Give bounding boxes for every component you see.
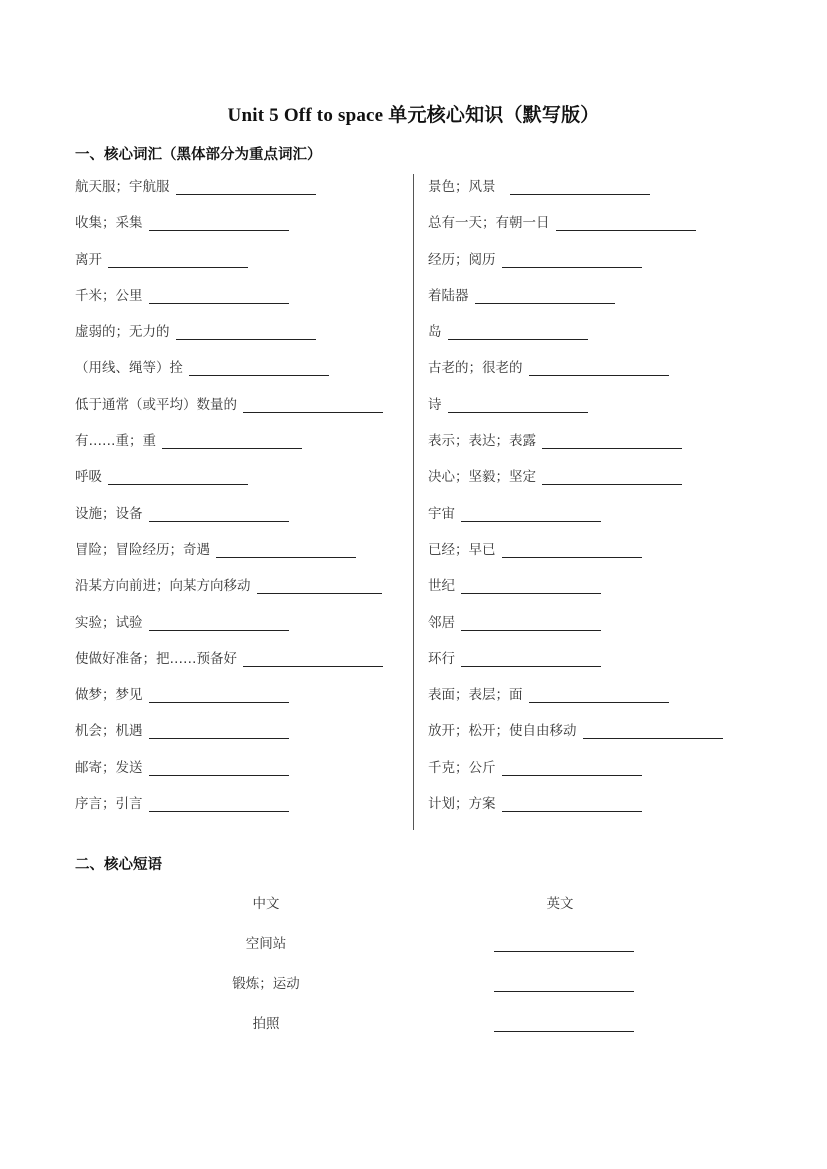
answer-blank[interactable] — [494, 974, 634, 992]
answer-blank[interactable] — [502, 250, 642, 268]
vocab-prompt: 收集；采集 — [75, 215, 143, 232]
vocab-prompt: 环行 — [428, 650, 455, 667]
vocab-item — [428, 467, 723, 503]
vocab-prompt: 低于通常（或平均）数量的 — [75, 396, 237, 413]
vocab-prompt: 离开 — [75, 251, 102, 268]
vocab-prompt: 着陆器 — [428, 287, 469, 304]
vocab-item — [428, 213, 723, 249]
vocab-item — [428, 794, 723, 830]
vocab-prompt: 表示；表达；表露 — [428, 433, 536, 450]
phrase-row — [0, 974, 827, 996]
vocab-prompt: 序言；引言 — [75, 796, 143, 813]
answer-blank[interactable] — [149, 758, 289, 776]
answer-blank[interactable] — [108, 467, 248, 485]
vocab-item — [428, 721, 723, 757]
answer-blank[interactable] — [542, 467, 682, 485]
vocab-prompt: 机会；机遇 — [75, 723, 143, 740]
vocab-prompt: （用线、绳等）拴 — [75, 360, 183, 377]
answer-blank[interactable] — [176, 177, 316, 195]
answer-blank[interactable] — [243, 649, 383, 667]
vocab-prompt: 虚弱的；无力的 — [75, 324, 170, 341]
vocab-item — [75, 504, 383, 540]
vocab-prompt: 实验；试验 — [75, 614, 143, 631]
vocab-prompt: 总有一天；有朝一日 — [428, 215, 550, 232]
vocab-prompt: 经历；阅历 — [428, 251, 496, 268]
answer-blank[interactable] — [494, 934, 634, 952]
vocab-item — [75, 431, 383, 467]
phrase-table-header — [0, 894, 827, 916]
vocab-prompt: 宇宙 — [428, 505, 455, 522]
answer-blank[interactable] — [556, 213, 696, 231]
vocab-item — [75, 721, 383, 757]
answer-blank[interactable] — [461, 613, 601, 631]
answer-blank[interactable] — [216, 540, 356, 558]
vocab-column-left — [75, 177, 383, 830]
answer-blank[interactable] — [176, 322, 316, 340]
vocab-prompt: 设施；设备 — [75, 505, 143, 522]
vocab-prompt: 邮寄；发送 — [75, 759, 143, 776]
answer-blank[interactable] — [448, 395, 588, 413]
vocab-prompt: 沿某方向前进；向某方向移动 — [75, 578, 251, 595]
answer-blank[interactable] — [162, 431, 302, 449]
vocab-section-heading: 一、核心词汇（黑体部分为重点词汇） — [75, 147, 322, 163]
vocab-item — [428, 431, 723, 467]
answer-blank[interactable] — [149, 286, 289, 304]
vocab-item — [75, 250, 383, 286]
vocab-item — [75, 322, 383, 358]
vocab-item — [428, 540, 723, 576]
page-title: Unit 5 Off to space 单元核心知识（默写版） — [227, 105, 600, 126]
vocab-prompt: 有……重；重 — [75, 433, 156, 450]
phrase-chinese: 空间站 — [245, 936, 287, 952]
vocab-item — [75, 576, 383, 612]
phrase-chinese: 锻炼；运动 — [232, 976, 300, 992]
vocab-prompt: 古老的；很老的 — [428, 360, 523, 377]
vocab-item — [75, 358, 383, 394]
answer-blank[interactable] — [502, 540, 642, 558]
vocab-prompt: 做梦；梦见 — [75, 687, 143, 704]
answer-blank[interactable] — [461, 576, 601, 594]
answer-blank[interactable] — [494, 1014, 634, 1032]
vocab-prompt: 诗 — [428, 396, 442, 413]
phrases-section-heading: 二、核心短语 — [75, 857, 162, 873]
answer-blank[interactable] — [475, 286, 615, 304]
vocab-item — [75, 685, 383, 721]
vocab-prompt: 世纪 — [428, 578, 455, 595]
vocab-item — [428, 685, 723, 721]
answer-blank[interactable] — [461, 649, 601, 667]
answer-blank[interactable] — [529, 685, 669, 703]
answer-blank[interactable] — [510, 177, 650, 195]
vocab-item — [75, 613, 383, 649]
answer-blank[interactable] — [542, 431, 682, 449]
vocab-prompt: 计划；方案 — [428, 796, 496, 813]
vocab-item — [75, 213, 383, 249]
column-divider — [413, 174, 414, 830]
answer-blank[interactable] — [448, 322, 588, 340]
vocab-item — [75, 395, 383, 431]
answer-blank[interactable] — [149, 504, 289, 522]
vocab-item — [428, 649, 723, 685]
vocab-item — [428, 613, 723, 649]
phrase-row — [0, 934, 827, 956]
vocab-item — [428, 758, 723, 794]
answer-blank[interactable] — [583, 721, 723, 739]
column-header-english: 英文 — [546, 896, 574, 912]
vocab-prompt: 邻居 — [428, 614, 455, 631]
vocab-item — [75, 286, 383, 322]
vocab-column-right — [428, 177, 723, 830]
vocab-prompt: 表面；表层；面 — [428, 687, 523, 704]
answer-blank[interactable] — [108, 250, 248, 268]
vocab-item — [428, 286, 723, 322]
vocab-item — [75, 177, 383, 213]
answer-blank[interactable] — [243, 395, 383, 413]
vocab-item — [75, 467, 383, 503]
vocab-prompt: 呼吸 — [75, 469, 102, 486]
phrase-row — [0, 1014, 827, 1036]
vocab-item — [428, 358, 723, 394]
vocab-item — [428, 504, 723, 540]
answer-blank[interactable] — [149, 213, 289, 231]
vocab-item — [75, 649, 383, 685]
vocab-prompt: 岛 — [428, 324, 442, 341]
vocab-prompt: 已经；早已 — [428, 541, 496, 558]
answer-blank[interactable] — [149, 721, 289, 739]
vocab-prompt: 冒险；冒险经历；奇遇 — [75, 541, 210, 558]
vocab-prompt: 千克；公斤 — [428, 759, 496, 776]
vocab-prompt: 放开；松开；使自由移动 — [428, 723, 577, 740]
vocab-prompt: 千米；公里 — [75, 287, 143, 304]
answer-blank[interactable] — [149, 613, 289, 631]
answer-blank[interactable] — [149, 685, 289, 703]
answer-blank[interactable] — [149, 794, 289, 812]
answer-blank[interactable] — [257, 576, 382, 594]
vocab-item — [428, 177, 723, 213]
answer-blank[interactable] — [502, 758, 642, 776]
answer-blank[interactable] — [189, 358, 329, 376]
answer-blank[interactable] — [502, 794, 642, 812]
column-header-chinese: 中文 — [252, 896, 280, 912]
vocab-item — [428, 395, 723, 431]
vocab-prompt: 航天服；宇航服 — [75, 179, 170, 195]
vocab-prompt: 决心；坚毅；坚定 — [428, 469, 536, 486]
vocab-item — [75, 794, 383, 830]
answer-blank[interactable] — [461, 504, 601, 522]
phrase-chinese: 拍照 — [252, 1016, 280, 1032]
vocab-item — [75, 758, 383, 794]
vocab-prompt: 景色；风景 — [428, 179, 496, 195]
vocab-item — [75, 540, 383, 576]
vocab-item — [428, 322, 723, 358]
answer-blank[interactable] — [529, 358, 669, 376]
vocab-item — [428, 576, 723, 612]
vocab-prompt: 使做好准备；把……预备好 — [75, 650, 237, 667]
vocab-item — [428, 250, 723, 286]
